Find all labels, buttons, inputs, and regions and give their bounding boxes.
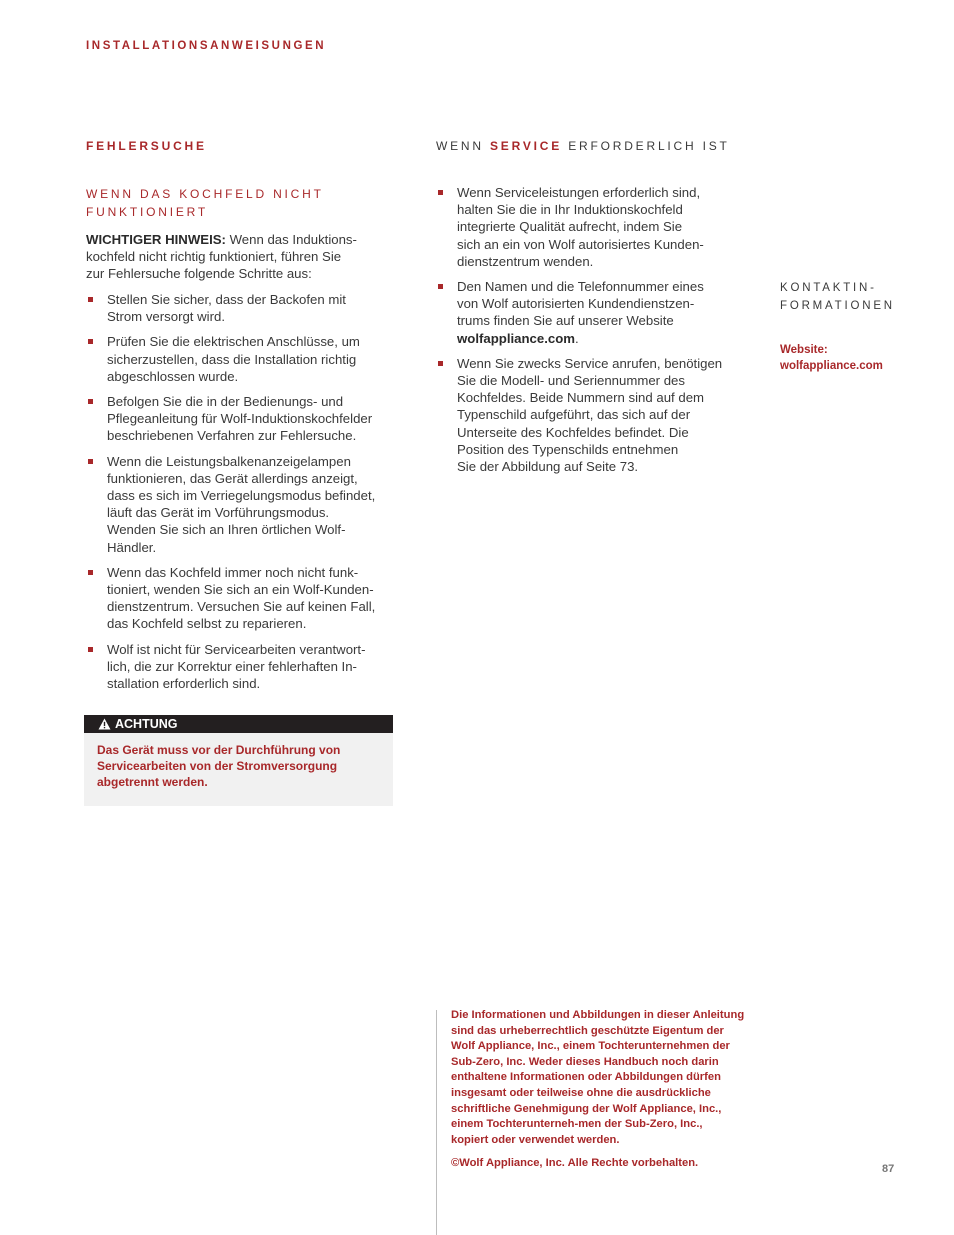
bullet-square-icon [438,361,443,366]
note-line-2: kochfeld nicht richtig funktioniert, führen Sie [86,249,342,265]
bullet-square-icon [88,399,93,404]
website-label: Website: [780,344,828,356]
bullet-square-icon [438,190,443,195]
important-note [86,231,406,283]
warning-header [84,715,393,733]
subheading-line-2: FUNKTIONIERT [86,205,209,219]
bullet-square-icon [88,339,93,344]
service-heading-highlight: SERVICE [490,139,563,153]
list-item: Wenn die Leistungsbalkenanzeigelampen funktionieren, das Gerät allerdings anzeigt, dass es sich im Verriegelungsmodus befindet, läuft das Gerät im Vorführungsmodus. Wenden Sie sich an Ihren örtlichen Wolf- Händler. [86,453,416,556]
website-value[interactable]: wolfappliance.com [780,360,883,372]
warning-triangle-icon [98,718,111,730]
list-item: Stellen Sie sicher, dass der Backofen mit Strom versorgt wird. [86,291,416,325]
bullet-square-icon [88,570,93,575]
warning-text: Das Gerät muss vor der Durchführung von Servicearbeiten von der Stromversorgung abgetrennt werden. [97,743,341,789]
bullet-square-icon [438,284,443,289]
list-item: Befolgen Sie die in der Bedienungs- und Pflegeanleitung für Wolf-Induktionskochfelder beschriebenen Verfahren zur Fehlersuche. [86,393,416,445]
warning-label: ACHTUNG [115,717,178,731]
troubleshooting-heading: FEHLERSUCHE [86,139,207,153]
list-item: Wenn das Kochfeld immer noch nicht funk- tioniert, wenden Sie sich an ein Wolf-Kunden- dienstzentrum. Versuchen Sie auf keinen Fall, das Kochfeld selbst zu reparieren. [86,564,416,633]
subheading-line-1: WENN DAS KOCHFELD NICHT [86,187,324,201]
running-head: INSTALLATIONSANWEISUNGEN [86,40,327,52]
warning-box [84,715,393,806]
note-line-3: zur Fehlersuche folgende Schritte aus: [86,266,312,282]
website-link[interactable]: wolfappliance.com [457,330,575,346]
list-item: Wenn Sie zwecks Service anrufen, benötigen Sie die Modell- und Seriennummer des Kochfeldes. Beide Nummern sind auf dem Typenschild aufgeführt, das sich auf der Unterseite des Kochfeldes befindet. Die Position des Typenschilds entnehmen Sie der Abbildung auf Seite 73. [436,355,756,475]
list-item: Wolf ist nicht für Servicearbeiten verantwort- lich, die zur Korrektur einer fehlerhaften In- stallation erforderlich sind. [86,641,416,693]
footer-legal-text: Die Informationen und Abbildungen in dieser Anleitung sind das urheberrechtlich geschützte Eigentum der Wolf Appliance, Inc., einem Tochterunternehmen der Sub-Zero, Inc. Weder dieses Handbuch noch darin enthaltene Informationen oder Abbildungen dürfen insgesamt oder teilweise ohne die ausdrückliche schriftliche Genehmigung der Wolf Appliance, Inc., einem Tochterunterneh-men der Sub-Zero, Inc., kopiert oder verwendet werden. [451,1009,745,1146]
bullet-square-icon [88,459,93,464]
list-item: Den Namen und die Telefonnummer eines von Wolf autorisierten Kundendienstzen- trums finden Sie auf unserer Website wolfappliance.com. [436,278,756,347]
note-label: WICHTIGER HINWEIS: [86,232,226,247]
footer-copyright: ©Wolf Appliance, Inc. Alle Rechte vorbehalten. [451,1157,699,1169]
contact-heading: KONTAKTIN- FORMATIONEN [780,282,895,312]
troubleshooting-subheading [86,185,324,221]
troubleshooting-steps [86,291,416,700]
contact-website [780,342,883,374]
service-list [436,184,756,483]
page-number: 87 [882,1163,895,1175]
list-item: Wenn Serviceleistungen erforderlich sind, halten Sie die in Ihr Induktionskochfeld integrierte Qualität aufrecht, indem Sie sich an ein von Wolf autorisiertes Kunden- dienstzentrum wenden. [436,184,756,270]
bullet-square-icon [88,297,93,302]
note-line-1: Wenn das Induktions- [225,232,357,247]
footer-divider [436,1010,437,1235]
list-item: Prüfen Sie die elektrischen Anschlüsse, um sicherzustellen, dass die Installation richtig abgeschlossen wurde. [86,333,416,385]
service-heading: WENN SERVICE ERFORDERLICH IST [436,139,730,153]
bullet-square-icon [88,647,93,652]
